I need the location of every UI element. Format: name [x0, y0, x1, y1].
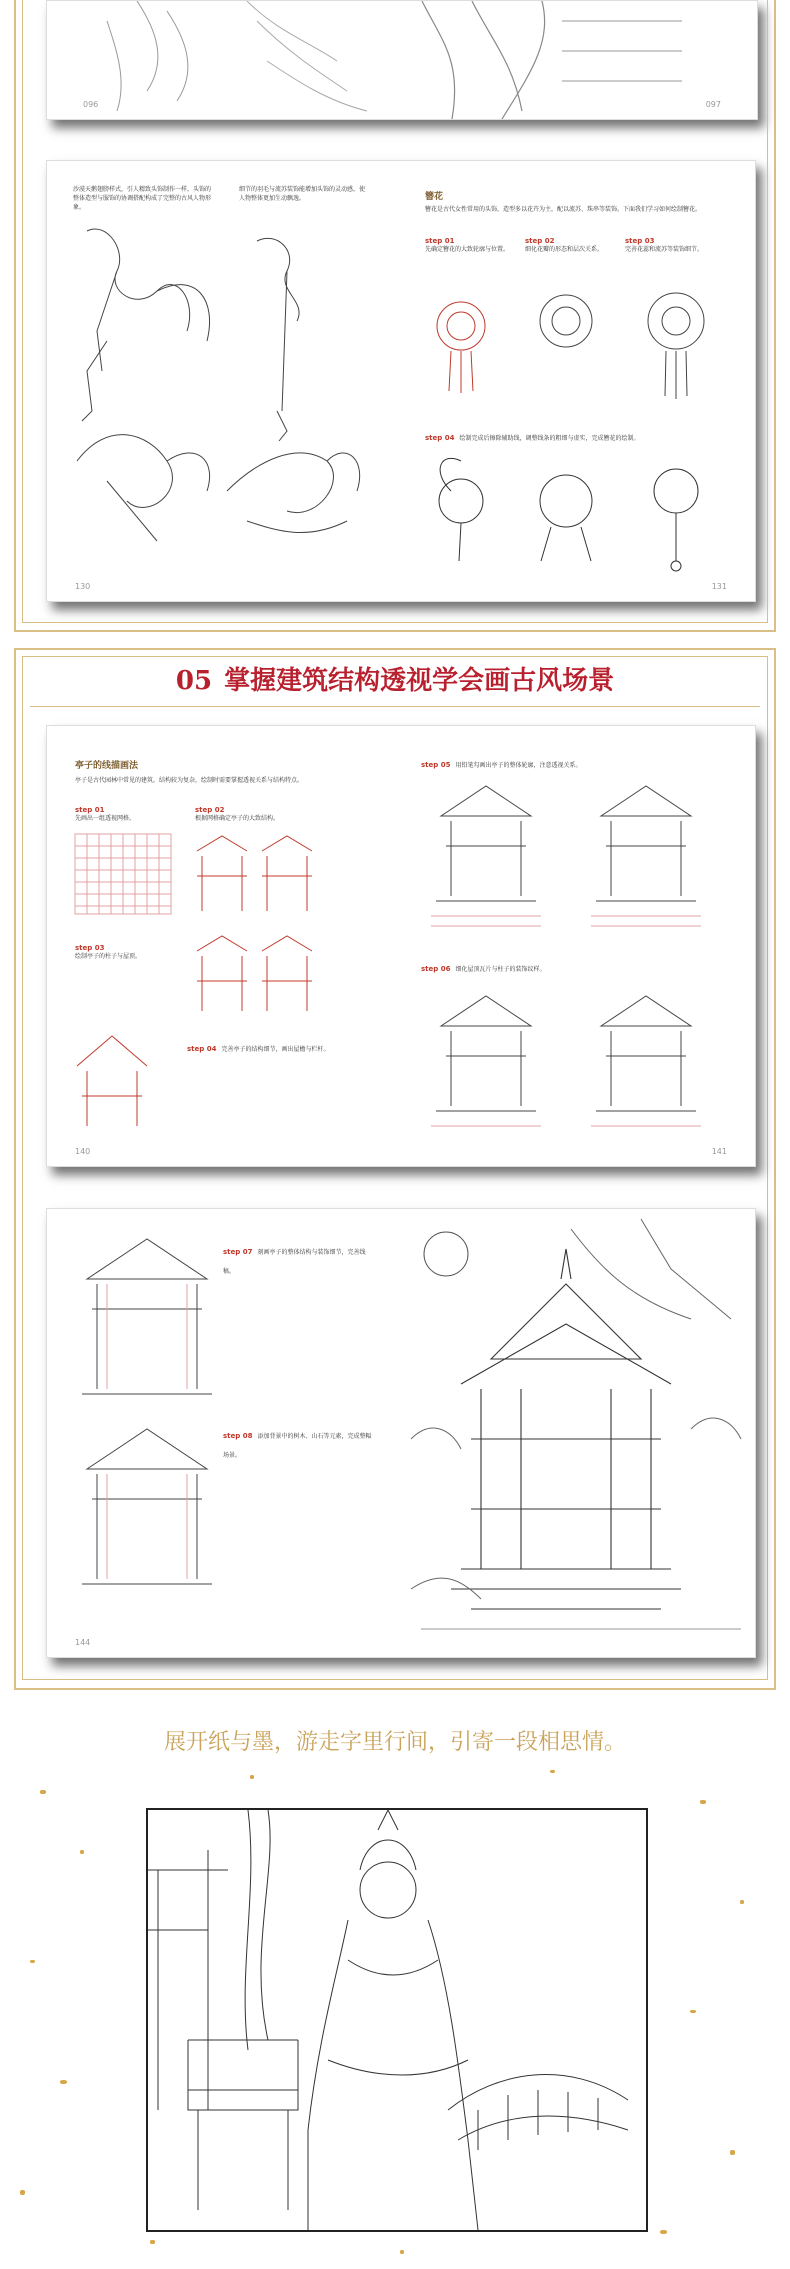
intro-text: 亭子是古代园林中常见的建筑，结构较为复杂，绘制时需要掌握透视关系与结构特点。 — [75, 777, 304, 784]
page-number: 131 — [711, 582, 727, 591]
tagline: 展开纸与墨，游走字里行间，引寄一段相思情。 — [163, 1730, 626, 1755]
gold-fleck — [700, 1800, 706, 1804]
gold-fleck — [660, 2230, 667, 2234]
step-label: step 01 — [425, 237, 455, 245]
step-text: 刻画亭子的整体结构与装饰细节，完善线稿。 — [223, 1249, 366, 1275]
book-spread-3 — [46, 725, 756, 1167]
step-text: 细化屋顶瓦片与柱子的装饰纹样。 — [455, 966, 546, 973]
step-text: 完善亭子的结构细节，画出屋檐与栏杆。 — [221, 1046, 330, 1053]
section-heading: 亭子的线描画法 — [75, 761, 139, 771]
section-banner — [70, 660, 720, 700]
page-number: 130 — [75, 582, 91, 591]
step-label: step 01 — [75, 806, 105, 814]
step-text: 细化花瓣的形态和层次关系。 — [525, 246, 604, 253]
gold-fleck — [30, 1960, 35, 1963]
section-heading: 簪花 — [425, 192, 444, 202]
step-label: step 06 — [421, 965, 451, 973]
step-text: 先确定簪花的大致轮廓与位置。 — [425, 246, 510, 253]
step-text: 绘制完成后擦除辅助线，调整线条的粗细与虚实，完成簪花的绘制。 — [459, 435, 640, 442]
spread4-right-page — [401, 1209, 755, 1657]
pavilion-full-illustration — [401, 1209, 755, 1657]
page-number: 140 — [75, 1147, 91, 1156]
step-label: step 04 — [187, 1045, 217, 1053]
step-text: 先画出一组透视网格。 — [75, 815, 136, 822]
step-label: step 02 — [525, 237, 555, 245]
book-spread-4 — [46, 1208, 756, 1658]
gold-fleck — [20, 2190, 25, 2195]
step-label: step 03 — [625, 237, 655, 245]
gold-fleck — [740, 1900, 744, 1904]
section-number: 05 — [175, 666, 213, 696]
step-label: step 07 — [223, 1248, 253, 1256]
step-text: 添加背景中的树木、山石等元素，完成整幅场景。 — [223, 1433, 372, 1459]
step-label: step 05 — [421, 761, 451, 769]
gold-fleck — [150, 2240, 155, 2244]
page-number: 097 — [705, 100, 721, 109]
gold-fleck — [250, 1775, 254, 1779]
step-block — [223, 1239, 373, 1277]
step-block — [187, 1036, 377, 1055]
step-block — [75, 944, 185, 961]
intro-text: 簪花是古代女性常用的头饰，造型多以花卉为主，配以流苏、珠串等装饰。下面我们学习如何绘制簪花。 — [425, 206, 702, 213]
step-text: 绘制亭子的柱子与屋顶。 — [75, 953, 142, 960]
lady-illustration-frame — [146, 1808, 648, 2232]
gold-fleck — [400, 2250, 404, 2254]
gold-fleck — [40, 1790, 46, 1794]
page-number: 141 — [711, 1147, 727, 1156]
gold-fleck — [60, 2080, 67, 2084]
step-block — [223, 1423, 373, 1461]
section-title: 掌握建筑结构透视学会画古风场景 — [224, 666, 615, 696]
step-label: step 08 — [223, 1432, 253, 1440]
step-label: step 02 — [195, 806, 225, 814]
body-text: 细节的羽毛与流苏装饰能增加头饰的灵动感，使人物整体更加生动飘逸。 — [239, 186, 366, 202]
gold-fleck — [730, 2150, 735, 2155]
step-text: 用铅笔勾画出亭子的整体轮廓，注意透视关系。 — [455, 762, 582, 769]
page-number: 144 — [75, 1638, 91, 1647]
gold-fleck — [80, 1850, 84, 1854]
gold-fleck — [550, 1770, 555, 1773]
lady-illustration — [148, 1810, 646, 2230]
step-label: step 03 — [75, 944, 105, 952]
body-text: 沙漠天鹅翅膀样式，引人精致头饰制作一样，头饰的整体造型与服饰的协调搭配构成了完整的古风人物形象。 — [73, 186, 212, 211]
step-label: step 04 — [425, 434, 455, 442]
step-text: 完善花蕊和流苏等装饰细节。 — [625, 246, 704, 253]
section-frame-top-inner — [22, 0, 768, 623]
spread4-left-page — [47, 1209, 401, 1657]
page-number: 096 — [83, 100, 99, 109]
pavilion-step-drawings — [401, 726, 755, 1166]
gold-fleck — [690, 2010, 696, 2013]
spread3-left-page — [47, 726, 401, 1166]
step-text: 根据网格确定亭子的大致结构。 — [195, 815, 280, 822]
banner-rule — [30, 706, 760, 707]
spread3-right-page — [401, 726, 755, 1166]
